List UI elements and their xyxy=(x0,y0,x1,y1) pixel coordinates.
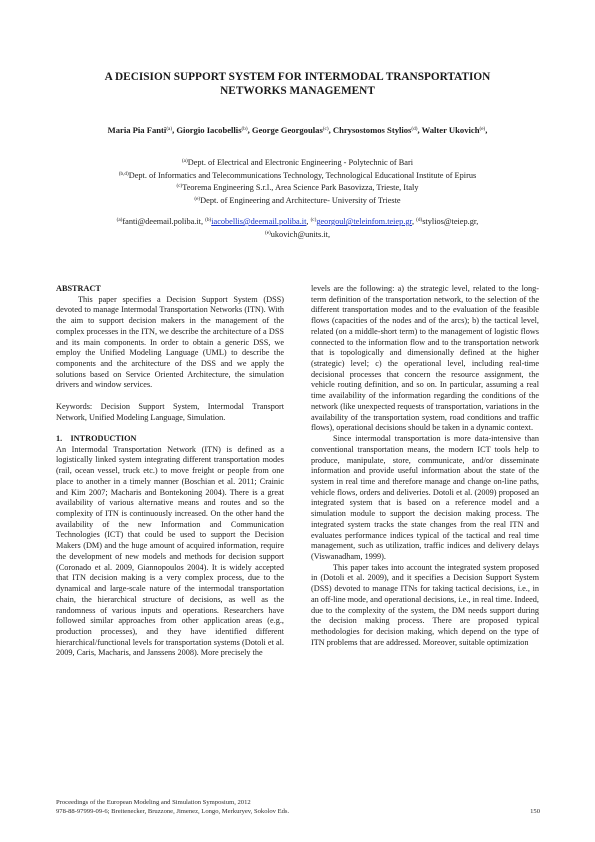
email-mark: (e) xyxy=(264,229,271,236)
affiliation-text: Teorema Engineering S.r.l., Area Science Park Basovizza, Trieste, Italy xyxy=(182,183,419,193)
affiliation-mark: (b,d) xyxy=(118,170,129,177)
email-mark: (c) xyxy=(310,217,317,223)
affiliations xyxy=(50,156,545,206)
email-text: ukovich@units.it, xyxy=(270,229,331,239)
author-name: Maria Pia Fanti xyxy=(107,125,167,135)
right-column xyxy=(311,284,539,648)
email-line-1: $^{(a)}$fanti@deemail.poliba.it, $^{(b)}$iacobellis@deemail.poliba.it, $^{(c)}$georgoul@teleinfom.teiep.gr, $^{(d)}$stylios@teiep.gr, xyxy=(116,217,479,226)
email-line-2 xyxy=(50,228,545,241)
author-list: Maria Pia Fanti$^{(a)}$, Giorgio Iacobellis$^{(b)}$, George Georgoulas$^{(c)}$, Chrysostomos Stylios$^{(d)}$, Walter Ukovich$^{(e)}$, xyxy=(107,125,488,135)
section-heading-introduction: 1. INTRODUCTION xyxy=(56,434,137,443)
author-name: Walter Ukovich xyxy=(421,125,480,135)
author-mark: (d) xyxy=(411,126,418,132)
affiliation-text: Dept. of Electrical and Electronic Engineering - Polytechnic of Bari xyxy=(187,158,414,167)
affiliation-text: Dept. of Engineering and Architecture- University of Trieste xyxy=(200,195,401,205)
page-footer xyxy=(56,799,540,816)
body-paragraph: Since intermodal transportation is more data-intensive than conventional transportation means, the modern ICT tools help to produce, manipulate, store, communicate, and/or disseminate information and provide useful information about the state of the system in real time and therefore manage and change on-line paths, vehicle flows, orders and deliveries. Dotoli et al. (2009) proposed an integrated system that is based on a reference model and a simulation module to support the decision making process. The integrated system tracks the state changes from the real ITN and evaluates performance indices typical of the tactical and real time management, such as utilization, traffic indices and delivery delays (Viswanadham, 1999). xyxy=(311,434,539,561)
title-line-1: A DECISION SUPPORT SYSTEM FOR INTERMODAL TRANSPORTATION xyxy=(104,71,491,83)
email-text: stylios@teiep.gr, xyxy=(422,217,479,226)
affiliation-mark: (c) xyxy=(176,183,183,190)
author-mark: (e) xyxy=(479,126,486,132)
email-text: fanti@deemail.poliba.it, xyxy=(122,217,204,226)
affiliation-mark: (e) xyxy=(194,195,201,202)
body-paragraph: levels are the following: a) the strategic level, related to the long-term definition of the transportation network, to the selection of the different transportation modes and to the evaluation of the feasible flows (capacities of the nodes and of the arcs); b) the tactical level, related (on a middle-short term) to the management of logistic flows connected to the information flow and to the transportation network that is topologically and dimensionally defined at the higher (strategic) level; c) the operational level, including real-time decisional processes that concern the resource assignment, the vehicle routing definition, and so on. In particular, assuming a real time availability of the information regarding the conditions of the network (like unexpected requests of transportation, variations in the availability of the transportation system, road conditions and traffic flows), operational decisions should be taken in a dynamic context. xyxy=(311,284,539,433)
author-name: Chrysostomos Stylios xyxy=(332,125,412,135)
paper-title xyxy=(60,70,535,98)
body-paragraph: This paper takes into account the integrated system proposed in (Dotoli et al. 2009), and it specifies a Decision Support System (DSS) devoted to manage ITNs for taking tactical decisions, i.e., in an off-line mode, and operational decisions, i.e., in real time. Indeed, due to the complexity of the system, the DM needs support during the decision making process. There are proposed typical methodologies for decision making, which depend on the type of ITN problems that are addressed. Moreover, suitable optimization xyxy=(311,562,539,647)
abstract-heading: ABSTRACT xyxy=(56,284,101,293)
affiliation-text: Dept. of Informatics and Telecommunications Technology, Technological Educational Institute of Epirus xyxy=(128,170,477,180)
email-mark: (b) xyxy=(205,217,212,223)
author-mark: (c) xyxy=(322,126,329,132)
left-column xyxy=(56,284,284,659)
email-link[interactable]: georgoul@teleinfom.teiep.gr xyxy=(316,217,412,226)
keywords: Keywords: Decision Support System, Intermodal Transport Network, Unified Modeling Language, Simulation. xyxy=(56,401,284,422)
author-mark: (a) xyxy=(166,126,173,132)
author-name: George Georgoulas xyxy=(251,125,323,135)
page-number: 150 xyxy=(530,807,540,815)
affiliation-line xyxy=(50,181,545,194)
author-name: Giorgio Iacobellis xyxy=(176,125,242,135)
affiliation-line xyxy=(50,194,545,207)
email-link[interactable]: iacobellis@deemail.poliba.it xyxy=(211,217,307,226)
footer-proceedings: Proceedings of the European Modeling and Simulation Symposium, 2012 xyxy=(56,799,251,806)
affiliation-line xyxy=(50,169,545,182)
author-mark: (b) xyxy=(241,126,248,132)
email-mark: (a) xyxy=(116,217,123,223)
introduction-text: An Intermodal Transportation Network (ITN) is defined as a logistically linked system integrating different transportation modes (rail, ocean vessel, truck etc.) to move freight or people from one place to another in a timely manner (Boschian et al. 2011; Crainic and Kim 2007; Macharis and Bontekoning 2004). There is a great availability of various alternative means and routes and so the complexity of ITN is continuously increased. On the other hand the availability of the new Information and Communication Technologies (ICT) that could be used to support the Decision Makers (DM) and the huge amount of acquired information, require the development of new models and methods for decision support (Coronado et al. 2009, Giannopoulos 2004). It is widely accepted that ITN decision making is a very complex process, due to the dynamical and large-scale nature of the intermodal transportation chain, the hierarchical structure of decisions, as well as the randomness of various inputs and operations. Researchers have followed similar approaches from other application areas (e.g., production processes), and they have identified different hierarchical/functional levels for transportation systems (Dotoli et al. 2009, Caris, Macharis, and Janssens 2008). More precisely the xyxy=(56,444,284,658)
email-mark: (d) xyxy=(416,217,423,223)
footer-isbn-editors: 978-88-97999-09-6; Breitenecker, Bruzzone, Jimenez, Longo, Merkuryev, Sokolov Eds. xyxy=(56,807,290,815)
affiliation-line xyxy=(50,156,545,169)
title-line-2: NETWORKS MANAGEMENT xyxy=(220,85,375,97)
affiliation-mark: (a) xyxy=(181,158,188,164)
abstract-text: This paper specifies a Decision Support System (DSS) devoted to manage Intermodal Transportation Networks (ITN). With the aim to support decision makers in the management of the complex processes in the ITN, we describe the architecture of a DSS and its main components. In order to obtain a generic DSS, we employ the Unified Modeling Language (UML) to describe the components and the architecture of the DSS and we apply the solutions based on Service Oriented Architecture, the simulation drivers and window services. xyxy=(56,294,284,390)
author-emails xyxy=(50,215,545,240)
